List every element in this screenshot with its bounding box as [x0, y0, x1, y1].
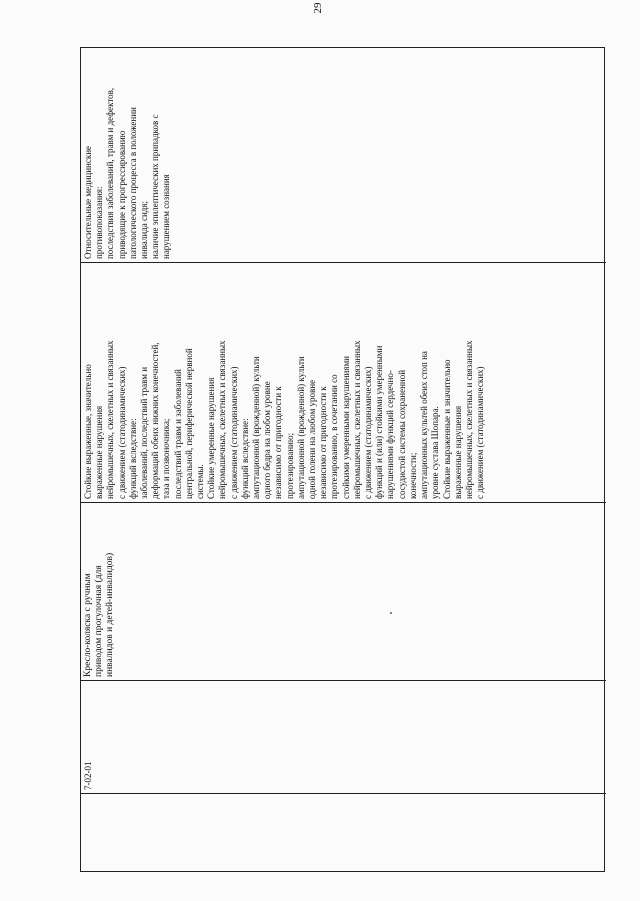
indication-line: одного бедра на любом уровне	[262, 381, 273, 499]
contraindication-line: приводящие к прогрессированию	[116, 130, 127, 259]
indication-line: одной голени на любом уровне	[307, 379, 318, 499]
indication-line: Стойкие выраженные, значительно	[83, 364, 93, 499]
indication-line: таза и позвоночника;	[161, 418, 172, 499]
scan-speck	[390, 612, 392, 614]
indication-line: системы.	[195, 464, 206, 499]
indication-line: ампутационных культей обеих стоп на	[419, 351, 430, 499]
indication-line: функций вследствие:	[239, 418, 250, 499]
indication-line: с движением (статодинамических)	[116, 366, 127, 499]
indication-line: заболеваний, последствий травм и	[139, 366, 150, 499]
page-number: 29	[312, 2, 324, 14]
indications-cell	[81, 262, 606, 502]
indication-line: независимо от пригодности к	[318, 386, 329, 499]
indication-line: конечности;	[407, 452, 418, 499]
indication-line: с движением (статодинамических)	[228, 366, 239, 499]
indication-line: сосудистой системы сохраненной	[396, 369, 407, 499]
indication-line: нейромышечных, скелетных и связанных	[105, 340, 116, 499]
contraindication-line: противопоказания:	[94, 186, 105, 259]
contraindications-cell	[81, 46, 606, 262]
item-name-line: инвалидов и детей-инвалидов)	[105, 552, 116, 677]
indication-line: независимо от пригодности к	[273, 386, 284, 499]
document-table	[80, 47, 605, 872]
item-code: 7-02-01	[83, 761, 93, 790]
indication-line: Стойкие умеренные нарушения	[206, 377, 217, 499]
contraindication-line: Относительные медицинские	[83, 145, 93, 259]
contraindication-line: последствия заболеваний, травм и дефектов,	[105, 87, 116, 259]
indication-line: ампутационной (врожденной) культи	[295, 356, 306, 499]
indication-line: протезированию;	[284, 432, 295, 499]
indication-line: нарушениями функций сердечно-	[385, 370, 396, 499]
code-cell	[81, 680, 606, 793]
item-name-line: Кресло-коляска с ручным	[83, 573, 93, 677]
contraindication-line: инвалида сидя;	[139, 201, 150, 259]
indication-line: нейромышечных, скелетных и связанных	[463, 340, 474, 499]
indication-line: протезированию, в сочетании со	[329, 374, 340, 499]
indication-line: функций вследствие:	[127, 418, 138, 499]
indication-line: деформаций обеих нижних конечностей,	[150, 342, 161, 499]
item-name-line: приводом прогулочная (для	[94, 565, 105, 677]
indication-line: выраженные нарушения	[94, 405, 105, 499]
contraindication-line: наличие эпилептических припадков с	[150, 114, 161, 259]
indication-line: стойкими умеренными нарушениями	[340, 356, 351, 499]
indication-line: уровне сустава Шопара.	[430, 406, 441, 499]
indication-line: ампутационной (врожденной) культи	[251, 356, 262, 499]
table-row	[81, 46, 606, 871]
indication-line: центральной, периферической нервной	[183, 348, 194, 499]
indication-line: Стойкие выраженные и значительно	[441, 359, 452, 499]
indication-line: нейромышечных, скелетных и связанных	[351, 340, 362, 499]
indication-line: нейромышечных, скелетных и связанных	[217, 340, 228, 499]
indication-line: с движением (статодинамических)	[475, 366, 486, 499]
contraindication-line: нарушением сознания	[161, 174, 172, 259]
indication-line: последствий травм и заболеваний	[172, 369, 183, 499]
indication-line: выраженные нарушения	[452, 405, 463, 499]
empty-cell	[81, 793, 606, 871]
contraindication-line: патологического процесса в положении	[127, 107, 138, 259]
indication-line: с движением (статодинамических)	[363, 366, 374, 499]
indication-line: функций и (или) стойкими умеренными	[374, 345, 385, 499]
name-cell	[81, 502, 606, 680]
